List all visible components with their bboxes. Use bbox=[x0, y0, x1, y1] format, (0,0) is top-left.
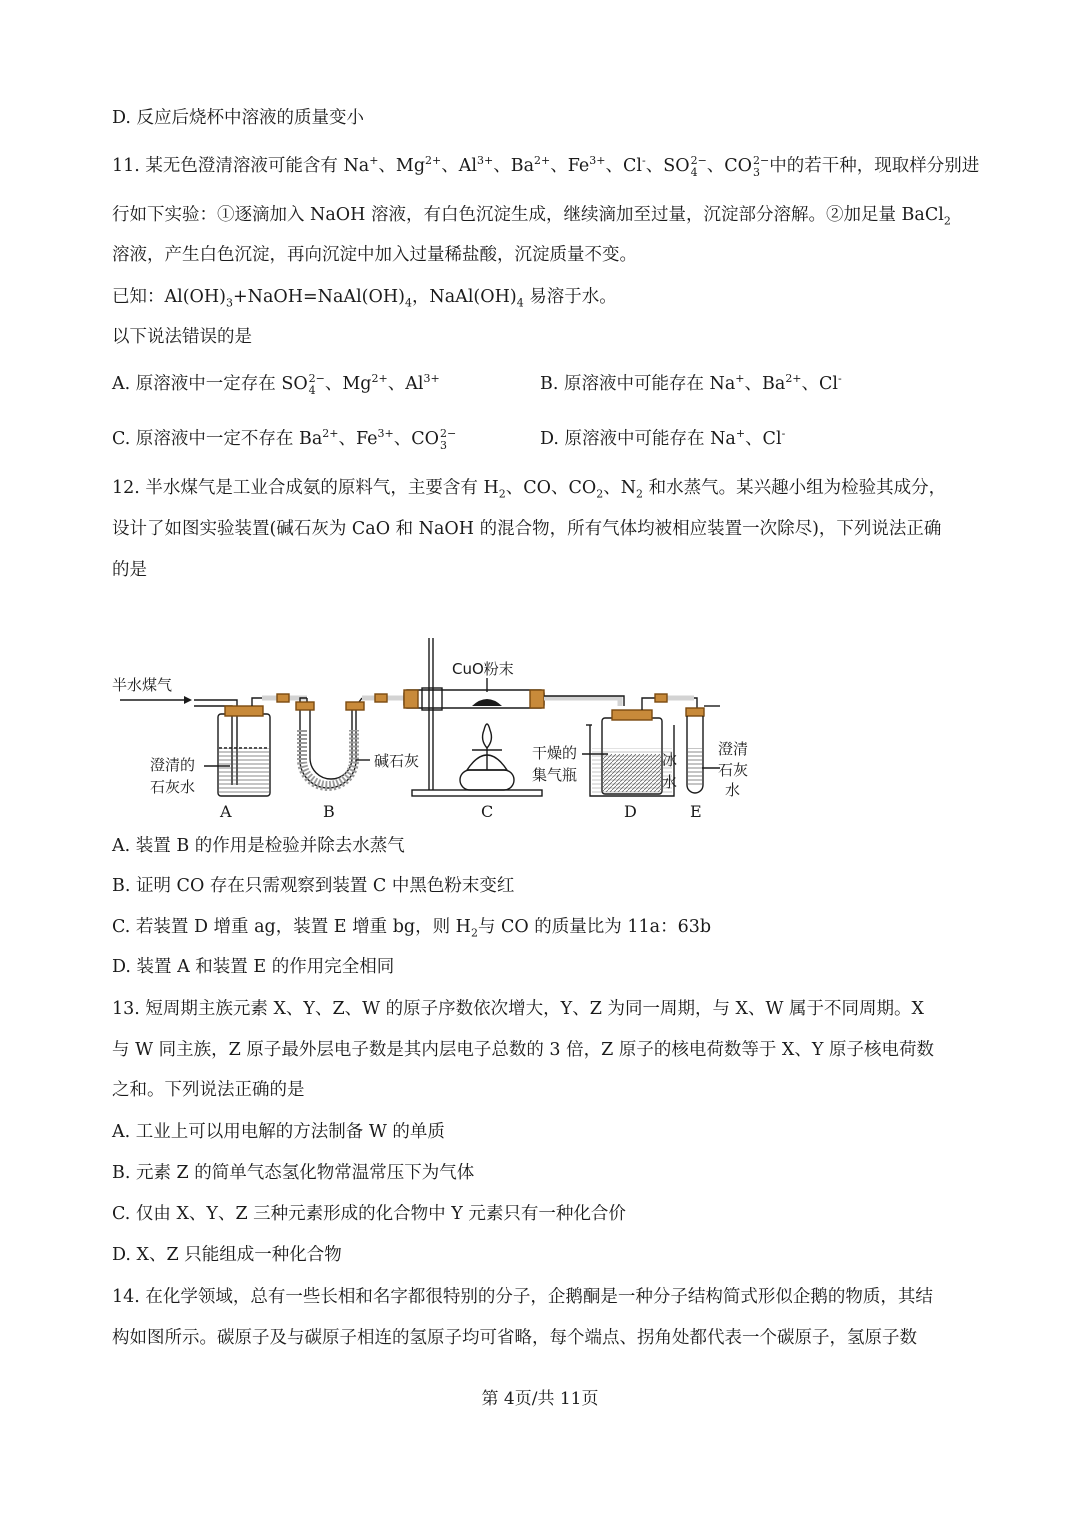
q13-option-a: A. 工业上可以用电解的方法制备 W 的单质 bbox=[112, 1122, 445, 1142]
letter-d: D bbox=[624, 802, 637, 821]
label-d-1: 干燥的 bbox=[532, 744, 578, 762]
label-b: 碱石灰 bbox=[374, 752, 420, 770]
experiment-apparatus-diagram bbox=[112, 630, 772, 825]
q11-option-b: B. 原溶液中可能存在 Na+、$Ba^{2+}$、Cl- bbox=[540, 372, 842, 394]
cuo-powder bbox=[472, 699, 502, 706]
q13-stem-line3: 之和。下列说法正确的是 bbox=[112, 1080, 305, 1100]
q11-question: 以下说法错误的是 bbox=[112, 327, 252, 347]
q13-stem-line1: 13. 短周期主族元素 X、Y、Z、W 的原子序数依次增大，Y、Z 为同一周期，与 X、W 属于不同周期。X bbox=[112, 999, 924, 1019]
q11-option-a: A. 原溶液中一定存在 SO 2− 4 、$Mg^{2+}$、$Al^{3+}$ bbox=[112, 371, 440, 397]
label-ice-1: 冰 bbox=[662, 751, 678, 769]
q13-option-b: B. 元素 Z 的简单气态氢化物常温常压下为气体 bbox=[112, 1163, 475, 1183]
q11-stem-line2: 行如下实验：①逐滴加入 NaOH 溶液，有白色沉淀生成，继续滴加至过量，沉淀部分溶解。②加足量 BaCl$_2$ bbox=[112, 205, 951, 228]
label-a-1: 澄清的 bbox=[150, 756, 196, 774]
q12-option-b: B. 证明 CO 存在只需观察到装置 C 中黑色粉末变红 bbox=[112, 876, 515, 896]
label-d-2: 集气瓶 bbox=[532, 766, 578, 784]
gas-label: 半水煤气 bbox=[112, 676, 173, 694]
q13-option-d: D. X、Z 只能组成一种化合物 bbox=[112, 1245, 342, 1265]
letter-c: C bbox=[481, 802, 494, 821]
q11-stem-line3: 溶液，产生白色沉淀，再向沉淀中加入过量稀盐酸，沉淀质量不变。 bbox=[112, 245, 637, 265]
q12-option-c: C. 若装置 D 增重 ag，装置 E 增重 bg，则 $H_2$与 CO 的质量比为 11a：63b bbox=[112, 917, 712, 940]
test-tube-e bbox=[686, 698, 720, 793]
letter-a: A bbox=[220, 802, 232, 821]
q14-stem-line2: 构如图所示。碳原子及与碳原子相连的氢原子均可省略，每个端点、拐角处都代表一个碳原子，氢原子数 bbox=[112, 1328, 917, 1348]
q13-stem-line2: 与 W 同主族，Z 原子最外层电子数是其内层电子总数的 3 倍，Z 原子的核电荷数等于 X、Y 原子核电荷数 bbox=[112, 1040, 934, 1060]
q11-stem-line1: 11. 某无色澄清溶液可能含有 Na+、$Mg^{2+}$、$Al^{3+}$、$Ba^{2+}$、$Fe^{3+}$、Cl-、SO 2− 4 、CO 2− 3 中的若干种，现取样分别进 bbox=[112, 153, 980, 179]
q10-option-d: D. 反应后烧杯中溶液的质量变小 bbox=[112, 108, 365, 128]
q12-stem-line1: 12. 半水煤气是工业合成氨的原料气，主要含有 $H_2$、CO、$CO_2$、$N_2$ 和水蒸气。某兴趣小组为检验其成分， bbox=[112, 478, 947, 501]
q11-known: 已知：$Al(OH)_3+NaOH=NaAl(OH)_4$，$NaAl(OH)_4$ 易溶于水。 bbox=[112, 287, 617, 310]
u-tube-b bbox=[296, 698, 370, 788]
q14-stem-line1: 14. 在化学领域，总有一些长相和名字都很特别的分子，企鹅酮是一种分子结构简式形似企鹅的物质，其结 bbox=[112, 1287, 933, 1307]
page-footer: 第 4页/共 11页 bbox=[481, 1389, 599, 1409]
collecting-bottle-d bbox=[586, 698, 674, 796]
cuo-label: CuO粉末 bbox=[452, 660, 514, 678]
label-e-1: 澄清 bbox=[718, 740, 749, 758]
q11-option-d: D. 原溶液中可能存在 Na+、Cl- bbox=[540, 427, 786, 449]
label-e-2: 石灰 bbox=[718, 761, 749, 779]
q13-option-c: C. 仅由 X、Y、Z 三种元素形成的化合物中 Y 元素只有一种化合价 bbox=[112, 1204, 626, 1224]
bottle-a bbox=[218, 698, 270, 796]
q12-option-a: A. 装置 B 的作用是检验并除去水蒸气 bbox=[112, 836, 405, 856]
label-a-2: 石灰水 bbox=[150, 778, 196, 796]
label-ice-2: 水 bbox=[662, 773, 678, 791]
letter-e: E bbox=[690, 802, 702, 821]
label-e-3: 水 bbox=[725, 781, 741, 799]
letter-b: B bbox=[323, 802, 335, 821]
q11-option-c: C. 原溶液中一定不存在 $Ba^{2+}$、$Fe^{3+}$、CO 2− 3 bbox=[112, 426, 457, 452]
q12-stem-line3: 的是 bbox=[112, 560, 147, 580]
q12-stem-line2: 设计了如图实验装置(碱石灰为 CaO 和 NaOH 的混合物，所有气体均被相应装置一次除尽)，下列说法正确 bbox=[112, 519, 942, 539]
q12-option-d: D. 装置 A 和装置 E 的作用完全相同 bbox=[112, 957, 395, 977]
